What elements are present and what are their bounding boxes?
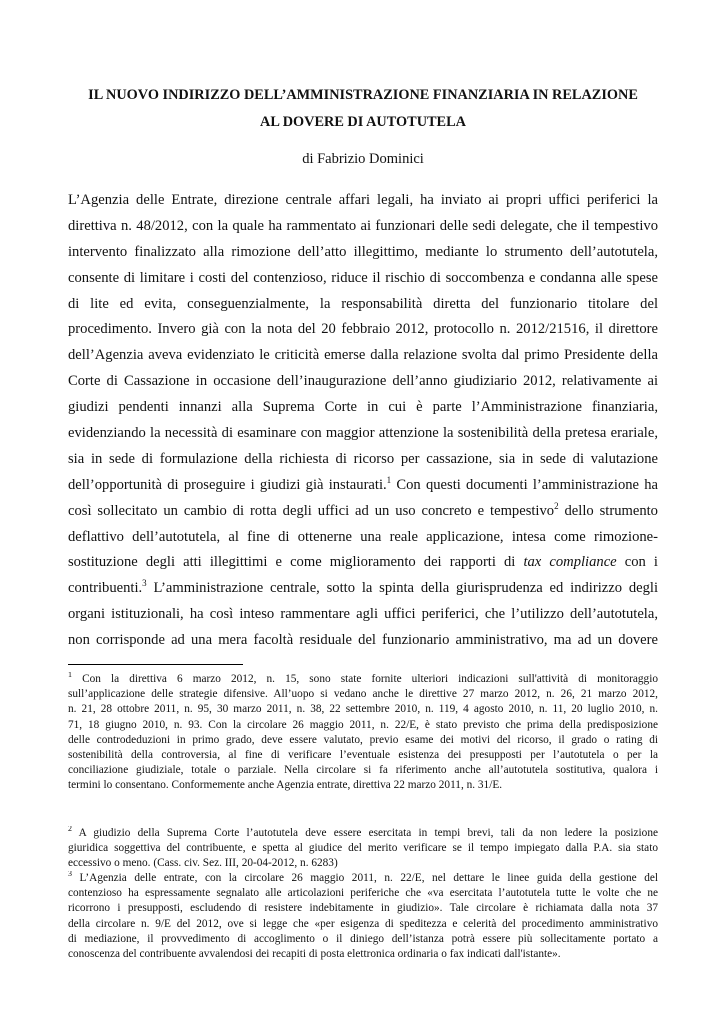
body-line [68,576,658,602]
footnote-text: A giudizio della Suprema Corte l’autotutela deve essere esercitata in tempi brevi, tali da non ledere la posizione [72,827,658,839]
footnote-1 [68,672,658,794]
body-text-fragment: Con questi documenti l’amministrazione ha [391,476,658,493]
body-line: evidenziando la necessità di esaminare con maggior attenzione la sostenibilità della pretesa erariale, [68,425,658,442]
body-text-fragment: con i [616,554,658,571]
body-text-fragment: dell’opportunità di proseguire i giudizi già instaurati. [68,476,387,493]
body-line: sia in sede di formulazione della richiesta di ricorso per cassazione, sia in sede di valutazione [68,450,658,467]
footnote-line: 71, 18 giugno 2010, n. 93. Con la circolare 26 maggio 2011, n. 22/E, è stato previsto che prima della predisposizione [68,718,658,731]
footnote-line: sostenibilità della controversia, al fine di verificare l’eventuale esistenza dei presupposti per l’autotutela o per la [68,748,658,761]
body-text-fragment: dello strumento [558,502,658,519]
body-line: giudizi pendenti innanzi alla Suprema Corte in cui è parte l’Amministrazione finanziaria, [68,399,658,416]
title-line: IL NUOVO INDIRIZZO DELL’AMMINISTRAZIONE FINANZIARIA IN RELAZIONE [88,87,638,103]
footnote-ref-3[interactable]: 3 [142,578,147,589]
body-text-fragment: contribuenti. [68,580,143,597]
footnote-line: conoscenza del contribuente avvalendosi dei recapiti di posta elettronica ordinaria o fax indicati dall'istante». [68,947,561,960]
footnote-ref-1[interactable]: 1 [386,474,392,485]
body-text-fragment: sostituzione degli atti illegittimi e come miglioramento dei rapporti di [68,554,524,571]
footnote-line [68,871,658,886]
footnote-2 [68,826,658,872]
body-line [68,499,658,525]
footnote-line: termini lo consentano. Conformemente anche Agenzia entrate, direttiva 22 marzo 2011, n. 31/E. [68,779,503,792]
footnote-line: ricorrono i presupposti, escludendo di resistere indebitamente in giudizio». Tale circolare è richiamata dalla nota 37 [68,902,658,915]
footnote-line: giuridica soggettiva del contribuente, e spetta al giudice del merito verificare se il tempo impiegato dalla P.A. sia stato [68,842,658,855]
footnote-text: Con la direttiva 6 marzo 2012, n. 15, sono state fornite ulteriori indicazioni sull'attività di monitoraggio [72,673,658,685]
footnote-line: conciliazione giudiziale, totale o parziale. Nella circolare si fa riferimento anche all’autotutela sostitutiva, qualora i [68,764,658,777]
footnote-line: di mediazione, il provvedimento di accoglimento o il diniego dell’istanza potrà essere più sollecitamente portato a [68,932,658,945]
body-line: procedimento. Invero già con la nota del 20 febbraio 2012, protocollo n. 2012/21516, il direttore [68,321,658,338]
footnote-line: n. 21, 28 ottobre 2011, n. 95, 30 marzo 2011, n. 38, 22 settembre 2010, n. 119, 4 agosto 2010, n. 11, 20 luglio 2010, n. [68,703,658,716]
body-line: direttiva n. 48/2012, con la quale ha rammentato ai funzionari delle sedi delegate, che il tempestivo [68,217,658,234]
footnote-mark: 1 [68,672,72,679]
author-line: di Fabrizio Dominici [302,151,424,167]
footnote-line: contenzioso ha espressamente segnalato alle articolazioni periferiche che «va esercitata l’autotutela tutte le volte che ne [68,887,658,900]
body-line: dell’Agenzia aveva evidenziato le criticità emerse dalla relazione svolta dal primo Presidente della [68,347,658,364]
footnote-3 [68,871,658,962]
footnote-line: della circolare n. 9/E del 2012, ove si legge che «per esigenza di speditezza e celerità del procedimento amministrativo [68,917,658,930]
footnote-mark: 3 [68,871,72,878]
footnote-line [68,826,658,841]
body-line: L’Agenzia delle Entrate, direzione centrale affari legali, ha inviato ai propri uffici periferici la [68,192,658,208]
title-line: AL DOVERE DI AUTOTUTELA [260,114,466,130]
body-line: non corrisponde ad una mera facoltà residuale del funzionario amministrativo, ma ad un dovere [68,632,658,649]
body-emphasis: tax compliance [523,554,617,571]
body-line: intervento finalizzato alla rimozione dell’atto illegittimo, mediante lo strumento dell’autotutela, [68,243,658,260]
footnote-mark: 2 [68,826,72,833]
footnote-text: L’Agenzia delle entrate, con la circolare 26 maggio 2011, n. 22/E, nel dettare le linee guida della gestione del [72,872,658,884]
body-text-fragment: L’amministrazione centrale, sotto la spinta della giurisprudenza ed indirizzo degli [146,580,658,597]
document-title [68,82,658,136]
document-page [68,0,658,1024]
body-line: di lite ed evita, conseguenzialmente, la responsabilità diretta del funzionario titolare del [68,295,658,312]
body-text-fragment: così sollecitato un cambio di rotta degli uffici ad un uso concreto e tempestivo [68,502,555,519]
body-line: organi istituzionali, ha così inteso rammentare agli uffici periferici, che l’utilizzo dell’autotutela, [68,606,658,623]
body-line [68,550,658,576]
body-line: deflattivo dell’autotutela, al fine di ottenerne una reale applicazione, intesa come rimozione- [68,528,658,545]
footnote-line: delle controdeduzioni in primo grado, deve essere valutato, previo esame dei motivi del ricorso, il grado o rating di [68,733,658,746]
footnote-ref-2[interactable]: 2 [554,500,559,511]
footnote-line: sull’applicazione delle strategie difensive. All’uopo si vedano anche le direttive 27 marzo 2012, n. 26, 21 marzo 2012, [68,688,658,701]
body-line: consente di limitare i costi del contenzioso, riduce il rischio di soccombenza e condanna alle spese [68,269,658,286]
footnote-line: eccessivo o meno. (Cass. civ. Sez. III, 20-04-2012, n. 6283) [68,857,338,870]
body-line [68,473,658,499]
footnote-line [68,672,658,687]
footnote-separator [68,664,243,665]
body-line: Corte di Cassazione in occasione dell’inaugurazione dell’anno giudiziario 2012, relativamente ai [68,373,658,390]
body-text [68,188,658,654]
